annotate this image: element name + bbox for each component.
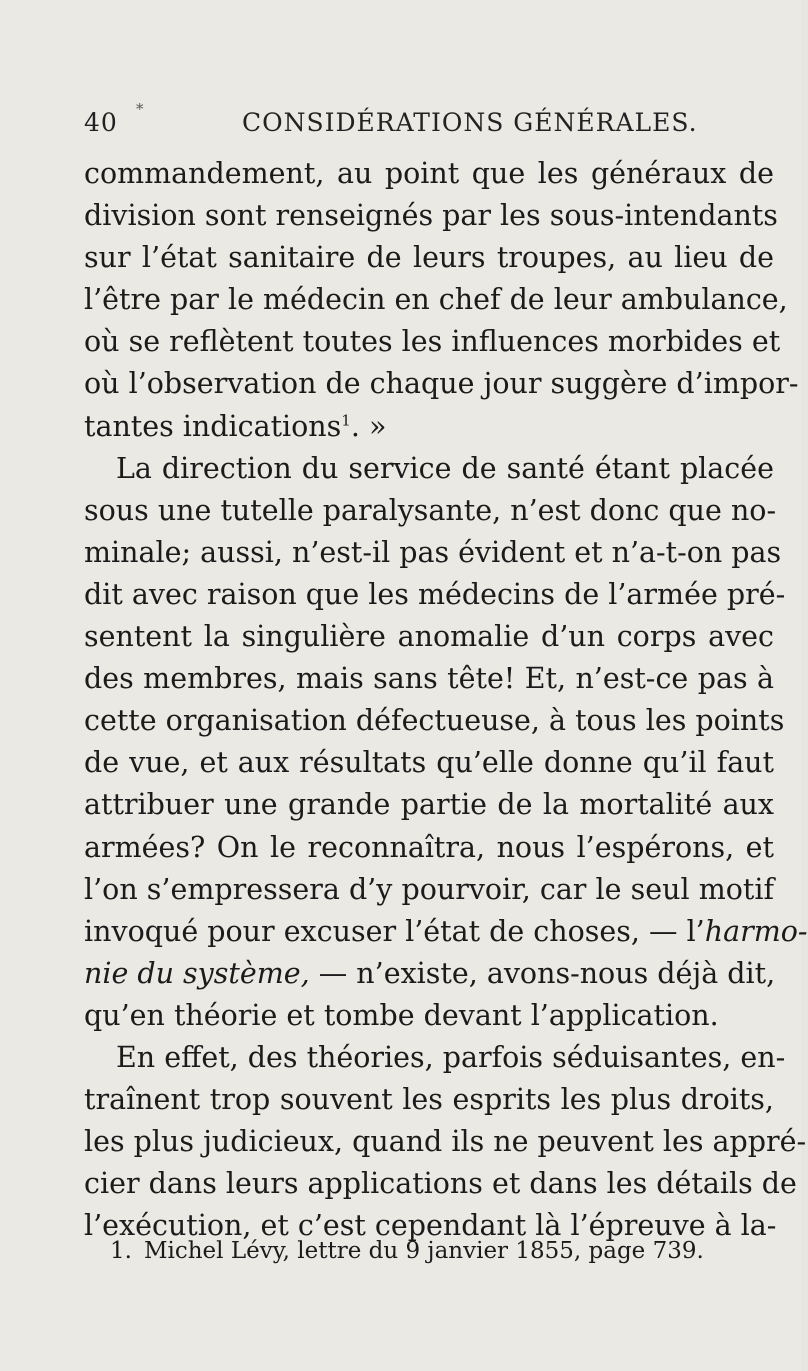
page-number: 40 bbox=[84, 108, 118, 137]
text-line: où l’observation de chaque jour suggère d’impor- bbox=[84, 367, 799, 401]
text-line bbox=[84, 911, 808, 953]
text-line: sentent la singulière anomalie d’un corps avec bbox=[84, 620, 774, 654]
main-text bbox=[84, 153, 808, 1247]
italic-fragment: nie du système, bbox=[84, 956, 310, 990]
text-line: traînent trop souvent les esprits les plus droits, bbox=[84, 1083, 774, 1117]
text-line bbox=[84, 406, 774, 448]
text-line: sur l’état sanitaire de leurs troupes, au lieu de bbox=[84, 241, 774, 275]
italic-fragment: harmo- bbox=[704, 914, 808, 948]
text-line: cier dans leurs applications et dans les détails de bbox=[84, 1167, 797, 1201]
footnote-number: 1. bbox=[110, 1238, 132, 1264]
text-line: La direction du service de santé étant placée bbox=[116, 451, 774, 485]
header-mark: * bbox=[136, 100, 145, 118]
text-line: des membres, mais sans tête! Et, n’est-ce pas à bbox=[84, 662, 774, 696]
text-line: sous une tutelle paralysante, n’est donc que no- bbox=[84, 493, 777, 527]
text-fragment: invoqué pour excuser l’état de choses, — l’ bbox=[84, 914, 705, 948]
text-line: dit avec raison que les médecins de l’armée pré- bbox=[84, 577, 786, 611]
text-line: qu’en théorie et tombe devant l’application. bbox=[84, 998, 719, 1032]
text-line: où se reflètent toutes les influences morbides et bbox=[84, 325, 781, 359]
text-fragment: — n’existe, avons-nous déjà dit, bbox=[309, 956, 776, 990]
text-line: les plus judicieux, quand ils ne peuvent les appré- bbox=[84, 1125, 807, 1159]
text-fragment: . » bbox=[350, 409, 387, 443]
text-line: commandement, au point que les généraux de bbox=[84, 157, 774, 190]
text-fragment: tantes indications bbox=[84, 409, 342, 443]
footnote-ref: 1 bbox=[341, 411, 351, 430]
running-header bbox=[84, 100, 774, 140]
footnote-text: Michel Lévy, lettre du 9 janvier 1855, page 739. bbox=[143, 1238, 704, 1264]
text-line: de vue, et aux résultats qu’elle donne qu’il faut bbox=[84, 746, 774, 780]
text-line: cette organisation défectueuse, à tous les points bbox=[84, 704, 785, 738]
text-line: minale; aussi, n’est-il pas évident et n’a-t-on pas bbox=[84, 535, 782, 569]
text-line: division sont renseignés par les sous-intendants bbox=[84, 199, 778, 233]
text-line: l’on s’empressera d’y pourvoir, car le seul motif bbox=[84, 872, 774, 906]
text-line: l’exécution, et c’est cependant là l’épreuve à la- bbox=[84, 1209, 777, 1243]
text-line: armées? On le reconnaîtra, nous l’espérons, et bbox=[84, 830, 774, 864]
text-line: En effet, des théories, parfois séduisantes, en- bbox=[116, 1040, 786, 1074]
footnote bbox=[110, 1238, 750, 1264]
text-line: attribuer une grande partie de la mortalité aux bbox=[84, 788, 774, 822]
text-line bbox=[84, 953, 774, 995]
text-line: l’être par le médecin en chef de leur ambulance, bbox=[84, 283, 788, 317]
running-title: CONSIDÉRATIONS GÉNÉRALES. bbox=[242, 108, 698, 137]
